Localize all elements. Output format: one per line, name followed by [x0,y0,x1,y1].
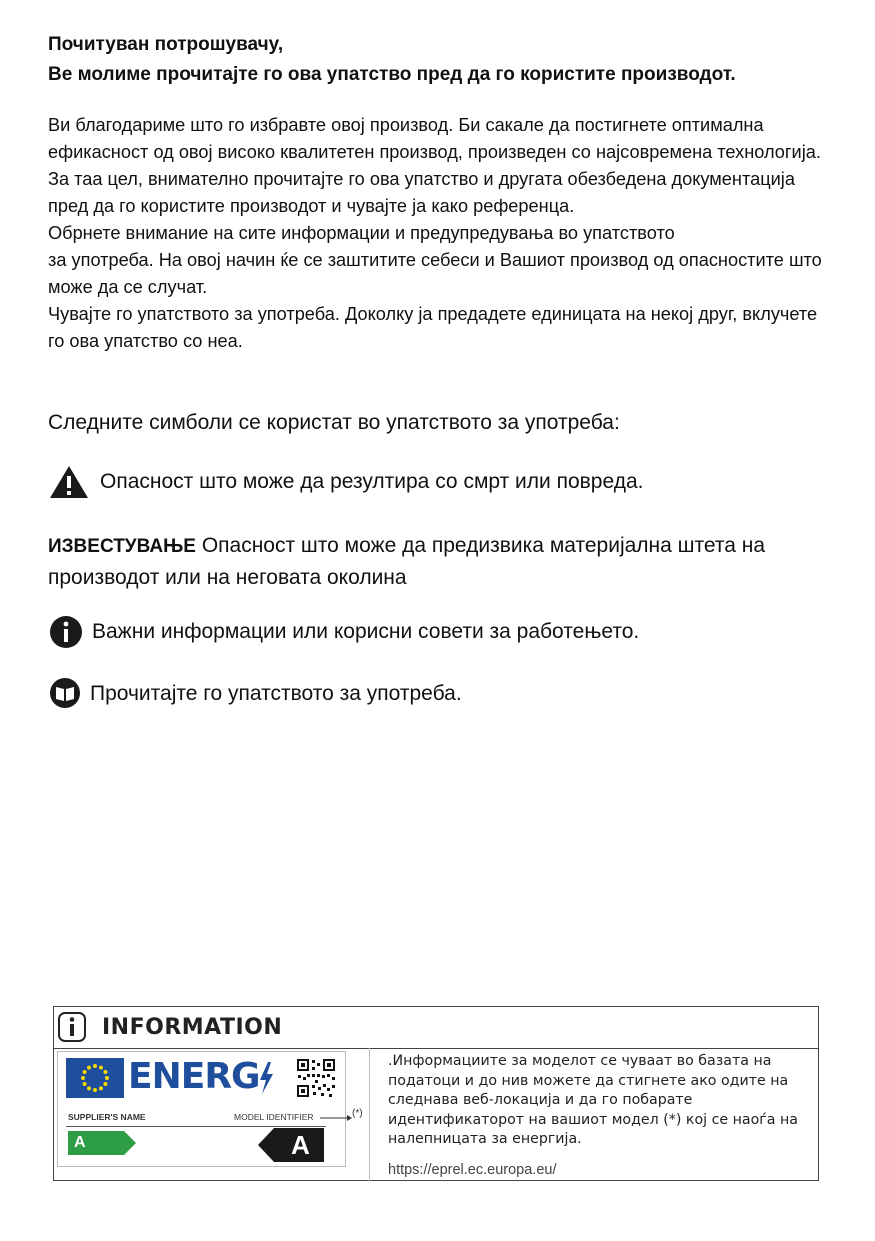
book-icon [48,676,84,712]
intro-paragraph-2a: Обрнете внимание на сите информации и предупредувања во упатството [48,223,675,243]
arrow-icon [320,1114,352,1122]
intro-text [48,112,838,355]
greeting: Почитуван потрошувачу, [48,34,284,55]
model-identifier: MODEL IDENTIFIER [234,1112,314,1122]
danger-row [48,464,643,500]
intro-paragraph-3: Чувајте го упатството за употреба. Доколку ја предадете единицата на некој друг, вклучете го ова упатство со неа. [48,304,818,351]
notice-text: Опасност што може да предизвика материјална штета на производот или на неговата околина [48,534,766,589]
symbols-heading: Следните симболи се користат во упатството за употреба: [48,411,620,434]
info-icon [58,1012,86,1047]
information-header [54,1007,818,1049]
energy-word: ENERG [128,1056,260,1097]
eprel-info-text: .Информациите за моделот се чуваат во базата на податоци и до нив можете да стигнете ако одите на следнава веб-локација и да го побарате идентификаторот на вашиот модел (*) кој се наоѓа на налепницата за енергија. [388,1053,798,1147]
lightning-icon [258,1062,274,1094]
info-circle-icon [48,614,86,650]
information-box [53,1006,819,1181]
model-marker: (*) [352,1108,363,1119]
danger-text: Опасност што може да резултира со смрт или повреда. [100,470,644,493]
class-left: A [74,1134,86,1151]
instruction-heading: Ве молиме прочитајте го ова упатство пред да го користите производот. [48,64,736,85]
energy-label [57,1051,346,1167]
class-right: A [291,1130,310,1160]
qr-code-icon [296,1058,336,1098]
intro-paragraph-1: Ви благодариме што го избравте овој производ. Би сакале да постигнете оптимална ефикасност од овој високо квалитетен производ, произведен со најсовремена технологија. За таа цел, внимателно прочитајте го ова упатство и другата обезбедена документација пред да го користите производот и чувајте ја како референца. [48,115,821,216]
notice-label: ИЗВЕСТУВАЊЕ [48,536,196,557]
eu-flag-icon [66,1058,124,1098]
label-rule [66,1126,326,1127]
warning-triangle-icon [48,464,94,500]
supplier-name: SUPPLIER'S NAME [68,1112,146,1122]
notice-block [48,530,838,593]
info-row [48,614,639,650]
info-text: Важни информации или корисни совети за работењето. [92,620,640,643]
intro-paragraph-2b: за употреба. На овој начин ќе се заштитите себеси и Вашиот производ од опасностите што може да се случат. [48,250,822,297]
manual-row [48,676,462,712]
eprel-url[interactable]: https://eprel.ec.europa.eu/ [388,1162,557,1178]
information-title: INFORMATION [102,1015,283,1040]
divider [369,1048,370,1181]
manual-text: Прочитајте го упатството за употреба. [90,682,462,705]
